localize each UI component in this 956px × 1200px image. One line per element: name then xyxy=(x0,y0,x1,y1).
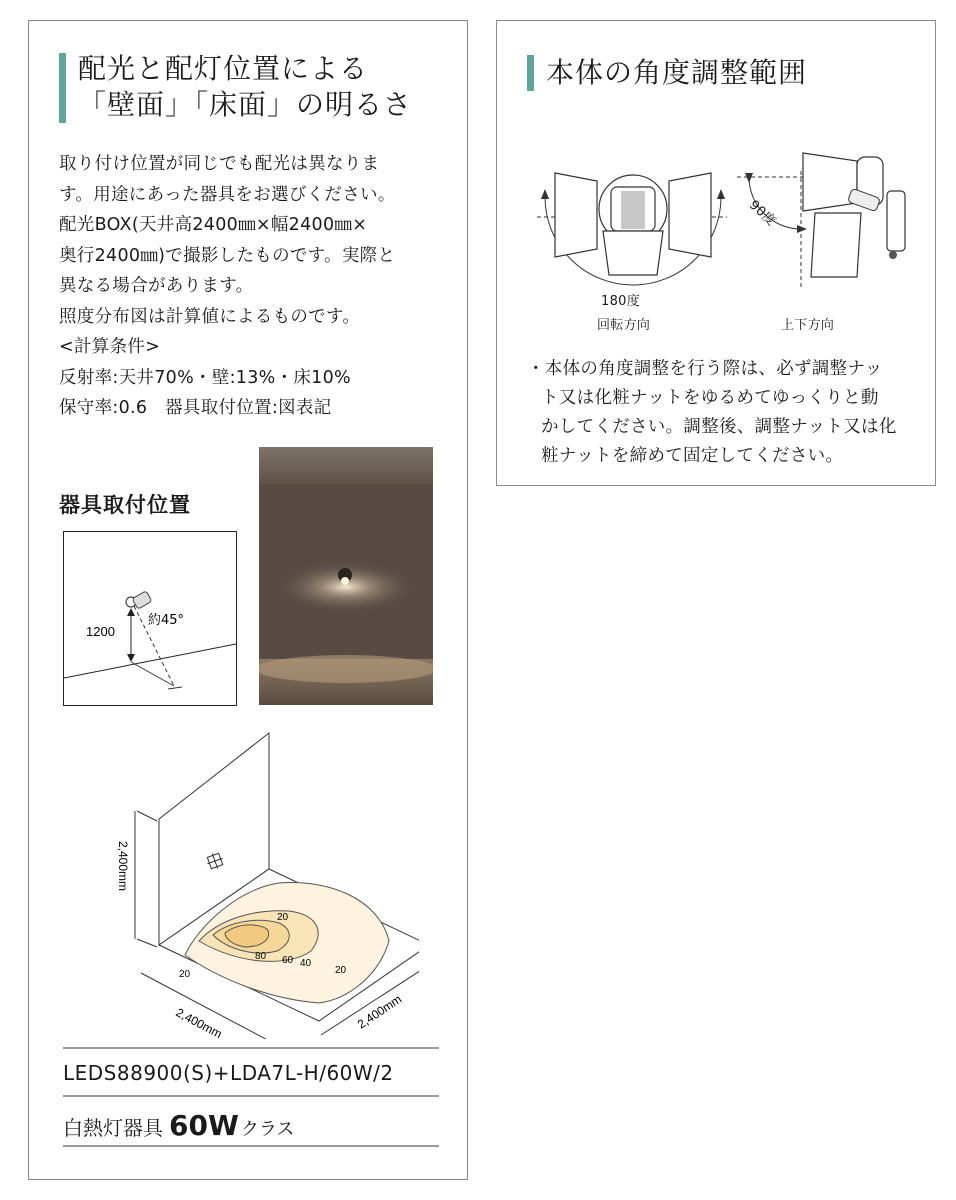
class-watt: 60W xyxy=(169,1109,239,1142)
mount-diagram-svg xyxy=(64,532,236,705)
tilt-lamp-head xyxy=(803,153,857,211)
fixture-lamp xyxy=(341,577,349,585)
heading-text: 本体の角度調整範囲 xyxy=(546,56,808,89)
description-line: 奥行2400㎜)で撮影したものです。実際と xyxy=(59,245,396,266)
section-heading xyxy=(59,51,412,123)
width-dimension-label: 2,400mm xyxy=(173,1005,225,1039)
arrow-icon xyxy=(745,173,753,183)
contour-label-40: 40 xyxy=(300,958,312,969)
model-number: LEDS88900(S)+LDA7L-H/60W/2 xyxy=(63,1061,394,1085)
height-dimension-label: 2,400mm xyxy=(116,841,130,892)
beam-floor-line xyxy=(131,662,174,686)
lamp-stem xyxy=(603,231,663,275)
contour-label-60: 60 xyxy=(282,955,294,966)
beam-end-mark xyxy=(168,687,182,689)
contour-label-80: 80 xyxy=(255,951,267,962)
contour-label-20-top: 20 xyxy=(277,912,289,923)
divider xyxy=(63,1047,439,1049)
divider xyxy=(63,1095,439,1097)
pivot-shadow xyxy=(621,191,645,229)
section-heading xyxy=(527,55,807,91)
arrow-icon xyxy=(717,189,725,199)
class-suffix: クラス xyxy=(240,1119,295,1140)
height-dim-tick-bottom xyxy=(137,939,157,947)
description-line: <計算条件> xyxy=(59,337,161,357)
mount-position-diagram xyxy=(63,531,237,706)
tilt-direction-label: 上下方向 xyxy=(781,318,835,333)
description-line: 配光BOX(天井高2400㎜×幅2400㎜× xyxy=(59,215,368,235)
mount-angle-label: 約45° xyxy=(148,613,185,628)
description-text xyxy=(59,149,449,424)
wattage-class xyxy=(63,1109,294,1142)
description-line: 反射率:天井70%・壁:13%・床10% xyxy=(59,367,351,388)
bracket-nut xyxy=(889,251,897,259)
light-distribution-panel xyxy=(28,20,468,1180)
illuminance-distribution-diagram xyxy=(89,729,419,1039)
arrow-down-icon xyxy=(127,654,135,662)
description-line: 保守率:0.6 器具取付位置:図表記 xyxy=(59,398,332,418)
note-line: かしてください。調整後、調整ナット又は化 xyxy=(541,417,897,437)
divider xyxy=(63,1145,439,1147)
tilt-stem xyxy=(811,213,861,277)
heading-accent-bar xyxy=(527,55,534,91)
arrow-up-icon xyxy=(127,608,135,616)
angle-adjustment-diagram xyxy=(527,127,907,347)
depth-dimension-label: 2,400mm xyxy=(354,991,405,1032)
description-line: 照度分布図は計算値によるものです。 xyxy=(59,306,361,327)
rotation-direction-label: 回転方向 xyxy=(597,318,651,333)
note-line: 粧ナットを締めて固定してください。 xyxy=(541,446,844,466)
tilt-angle-label: 90度 xyxy=(745,197,779,230)
note-line: ト又は化粧ナットをゆるめてゆっくりと動 xyxy=(541,388,879,408)
ceiling xyxy=(259,447,433,485)
arrow-icon xyxy=(541,189,549,199)
heading-accent-bar xyxy=(59,53,66,123)
heading-line-2: 「壁面」「床面」の明るさ xyxy=(78,88,413,121)
arrow-icon xyxy=(797,225,807,233)
mount-bracket xyxy=(887,191,905,251)
contour-label-20-right: 20 xyxy=(335,965,347,976)
note-line: ・本体の角度調整を行う際は、必ず調整ナッ xyxy=(527,359,883,379)
floor-light-glow xyxy=(259,655,433,683)
description-line: 取り付け位置が同じでも配光は異なりま xyxy=(59,154,380,174)
lighting-photo-svg xyxy=(259,447,433,705)
heading-line-1: 配光と配灯位置による xyxy=(78,52,369,85)
angle-diagram-svg xyxy=(527,127,907,347)
height-dim-tick-top xyxy=(137,811,157,821)
distribution-svg xyxy=(89,729,419,1039)
contour-label-20-left: 20 xyxy=(179,969,191,980)
description-line: す。用途にあった器具をお選びください。 xyxy=(59,184,396,205)
fixture-head-icon xyxy=(132,591,152,609)
mount-position-heading: 器具取付位置 xyxy=(59,493,191,517)
rotation-angle-label: 180度 xyxy=(601,294,641,309)
lighting-photo xyxy=(259,447,433,705)
description-line: 異なる場合があります。 xyxy=(59,276,254,296)
class-label: 白熱灯器具 xyxy=(63,1116,163,1140)
angle-adjustment-panel xyxy=(496,20,936,486)
lamp-head-left xyxy=(555,173,597,257)
mount-height-label: 1200 xyxy=(86,624,115,639)
lamp-head-right xyxy=(669,173,711,257)
